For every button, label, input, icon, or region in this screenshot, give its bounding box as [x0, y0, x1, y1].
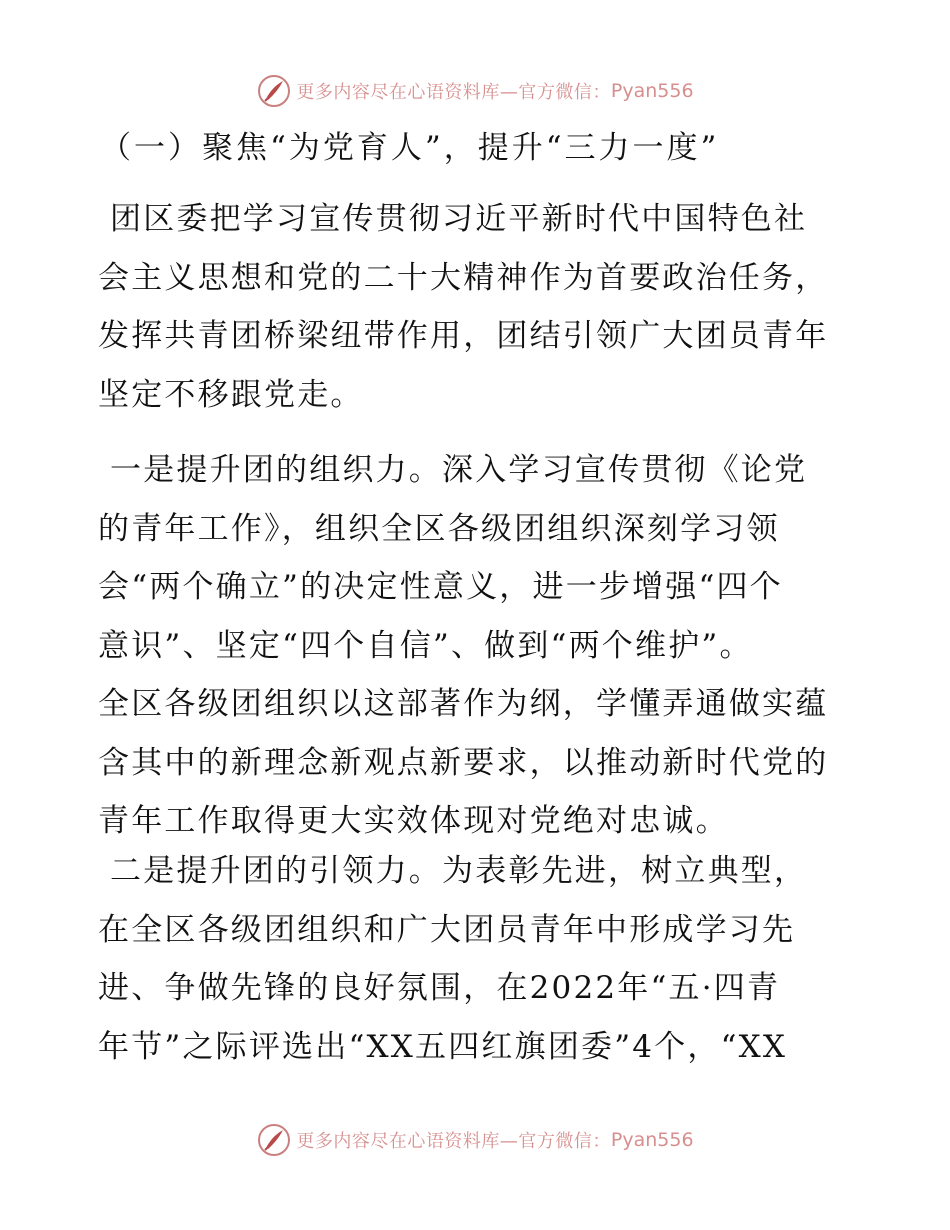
paragraph-line: 团区委把学习宣传贯彻习近平新时代中国特色社	[110, 201, 808, 237]
quill-logo-icon	[256, 73, 292, 109]
paragraph-line: 会“两个确立”的决定性意义，进一步增强“四个	[98, 569, 783, 605]
paragraph-line: 二是提升团的引领力。为表彰先进，树立典型，	[110, 853, 808, 889]
paragraph-1	[98, 190, 858, 424]
footer-watermark	[0, 1120, 950, 1160]
header-watermark	[0, 71, 950, 111]
paragraph-line: 含其中的新理念新观点新要求，以推动新时代党的	[98, 744, 829, 781]
watermark-text: 更多内容尽在心语资料库—官方微信：	[296, 82, 611, 103]
paragraph-line: 全区各级团组织以这部著作为纲，学懂弄通做实蕴	[98, 686, 829, 722]
paragraph-3	[98, 842, 858, 1076]
watermark-text: 更多内容尽在心语资料库—官方微信：	[296, 1131, 611, 1152]
paragraph-line: 年节”之际评选出“XX五四红旗团委”4个，“XX	[98, 1028, 788, 1065]
paragraph-line: 一是提升团的组织力。深入学习宣传贯彻《论党	[110, 452, 808, 488]
paragraph-2	[98, 441, 858, 851]
watermark-account: Pyan556	[610, 1129, 694, 1151]
watermark-account: Pyan556	[610, 80, 694, 102]
paragraph-line: 坚定不移跟党走。	[98, 376, 364, 413]
paragraph-line: 的青年工作》，组织全区各级团组织深刻学习领	[98, 510, 780, 547]
paragraph-line: 会主义思想和党的二十大精神作为首要政治任务，	[98, 259, 829, 296]
paragraph-line: 在全区各级团组织和广大团员青年中形成学习先	[98, 911, 796, 948]
paragraph-line: 进、争做先锋的良好氛围，在2022年“五·四青	[98, 970, 781, 1006]
section-heading: （一）聚焦“为党育人”，提升“三力一度”	[100, 130, 720, 166]
paragraph-line: 青年工作取得更大实效体现对党绝对忠诚。	[98, 803, 729, 839]
paragraph-line: 意识”、坚定“四个自信”、做到“两个维护”。	[98, 627, 753, 664]
paragraph-line: 发挥共青团桥梁纽带作用，团结引领广大团员青年	[98, 318, 829, 354]
quill-logo-icon	[256, 1122, 292, 1158]
